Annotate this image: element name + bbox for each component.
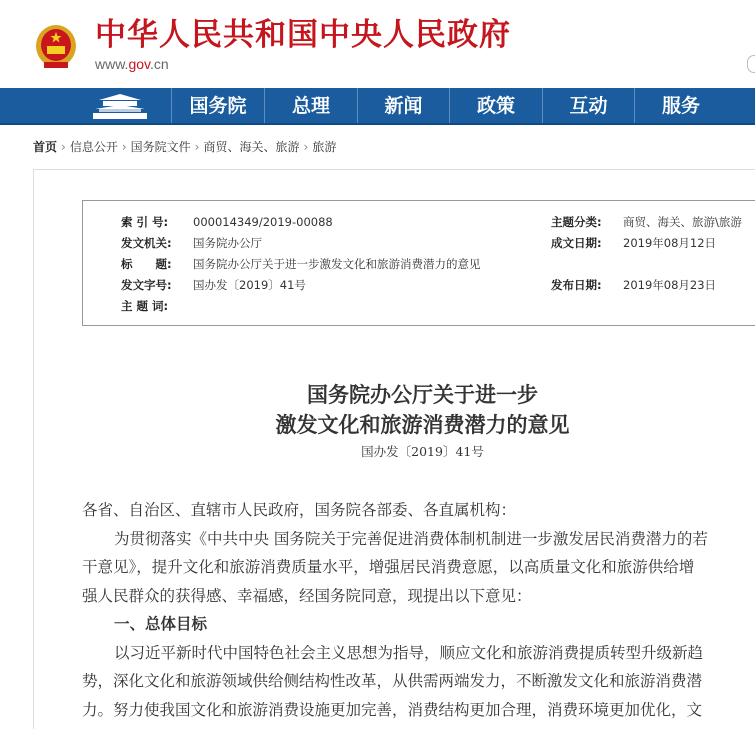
nav-item-interaction[interactable]: 互动 bbox=[543, 88, 635, 123]
nav-item-news[interactable]: 新闻 bbox=[358, 88, 450, 123]
title-label: 标 题: bbox=[121, 257, 172, 271]
breadcrumb-item[interactable]: 国务院文件 bbox=[130, 140, 191, 154]
paragraph: 力。努力使我国文化和旅游消费设施更加完善，消费结构更加合理，消费环境更加优化，文 bbox=[82, 700, 703, 719]
nav-home[interactable] bbox=[0, 88, 172, 123]
topic-value: 商贸、海关、旅游\旅游 bbox=[623, 215, 742, 229]
written-date-label: 成文日期: bbox=[551, 236, 602, 250]
nav-item-premier[interactable]: 总理 bbox=[265, 88, 358, 123]
issuer-value: 国务院办公厅 bbox=[193, 236, 262, 250]
document-metadata bbox=[82, 200, 755, 326]
site-title[interactable]: 中华人民共和国中央人民政府 bbox=[95, 17, 511, 53]
doc-number-value: 国办发〔2019〕41号 bbox=[193, 278, 306, 292]
breadcrumb bbox=[33, 139, 336, 155]
paragraph: 以习近平新时代中国特色社会主义思想为指导，顺应文化和旅游消费提质转型升级新趋 bbox=[114, 643, 704, 662]
document-number: 国办发〔2019〕41号 bbox=[361, 444, 484, 459]
paragraph: 干意见》，提升文化和旅游消费质量水平，增强居民消费意愿，以高质量文化和旅游供给增 bbox=[82, 558, 695, 576]
published-date-value: 2019年08月23日 bbox=[623, 278, 717, 292]
breadcrumb-item[interactable]: 商贸、海关、旅游 bbox=[203, 140, 300, 154]
paragraph: 强人民群众的获得感、幸福感，经国务院同意，现提出以下意见： bbox=[82, 586, 532, 605]
keywords-label: 主 题 词: bbox=[121, 299, 169, 313]
paragraph: 势，深化文化和旅游领域供给侧结构性改革，从供需两端发力，不断激发文化和旅游消费潜 bbox=[82, 672, 703, 690]
national-emblem-icon bbox=[34, 24, 78, 72]
document-title-line2: 激发文化和旅游消费潜力的意见 bbox=[275, 412, 570, 437]
issuer-label: 发文机关: bbox=[121, 236, 172, 250]
chevron-right-icon: › bbox=[194, 140, 200, 154]
index-label: 索 引 号: bbox=[121, 215, 169, 229]
written-date-value: 2019年08月12日 bbox=[623, 236, 717, 250]
site-url[interactable]: www.gov.cn bbox=[95, 56, 169, 72]
chevron-right-icon: › bbox=[121, 140, 127, 154]
paragraph: 为贯彻落实《中共中央 国务院关于完善促进消费体制机制进一步激发居民消费潜力的若 bbox=[114, 529, 708, 548]
nav-item-policy[interactable]: 政策 bbox=[450, 88, 543, 123]
section-heading: 一、总体目标 bbox=[114, 615, 208, 633]
index-value: 000014349/2019-00088 bbox=[193, 215, 333, 229]
search-button[interactable] bbox=[747, 55, 755, 73]
document-title-line1: 国务院办公厅关于进一步 bbox=[307, 382, 538, 407]
chevron-right-icon: › bbox=[61, 140, 66, 154]
nav-item-state-council[interactable]: 国务院 bbox=[172, 88, 265, 123]
doc-number-label: 发文字号: bbox=[121, 278, 172, 292]
title-value: 国务院办公厅关于进一步激发文化和旅游消费潜力的意见 bbox=[193, 257, 481, 271]
nav-item-services[interactable]: 服务 bbox=[661, 94, 700, 117]
tiananmen-icon bbox=[91, 93, 149, 119]
breadcrumb-item[interactable]: 旅游 bbox=[312, 140, 337, 154]
breadcrumb-item[interactable]: 信息公开 bbox=[69, 140, 118, 154]
chevron-right-icon: › bbox=[303, 140, 309, 154]
paragraph: 各省、自治区、直辖市人民政府，国务院各部委、各直属机构： bbox=[82, 501, 517, 519]
published-date-label: 发布日期: bbox=[551, 278, 602, 292]
main-nav bbox=[0, 88, 755, 125]
breadcrumb-home[interactable]: 首页 bbox=[33, 140, 58, 154]
topic-label: 主题分类: bbox=[551, 215, 602, 229]
document-body bbox=[82, 496, 755, 724]
site-header bbox=[0, 0, 755, 88]
